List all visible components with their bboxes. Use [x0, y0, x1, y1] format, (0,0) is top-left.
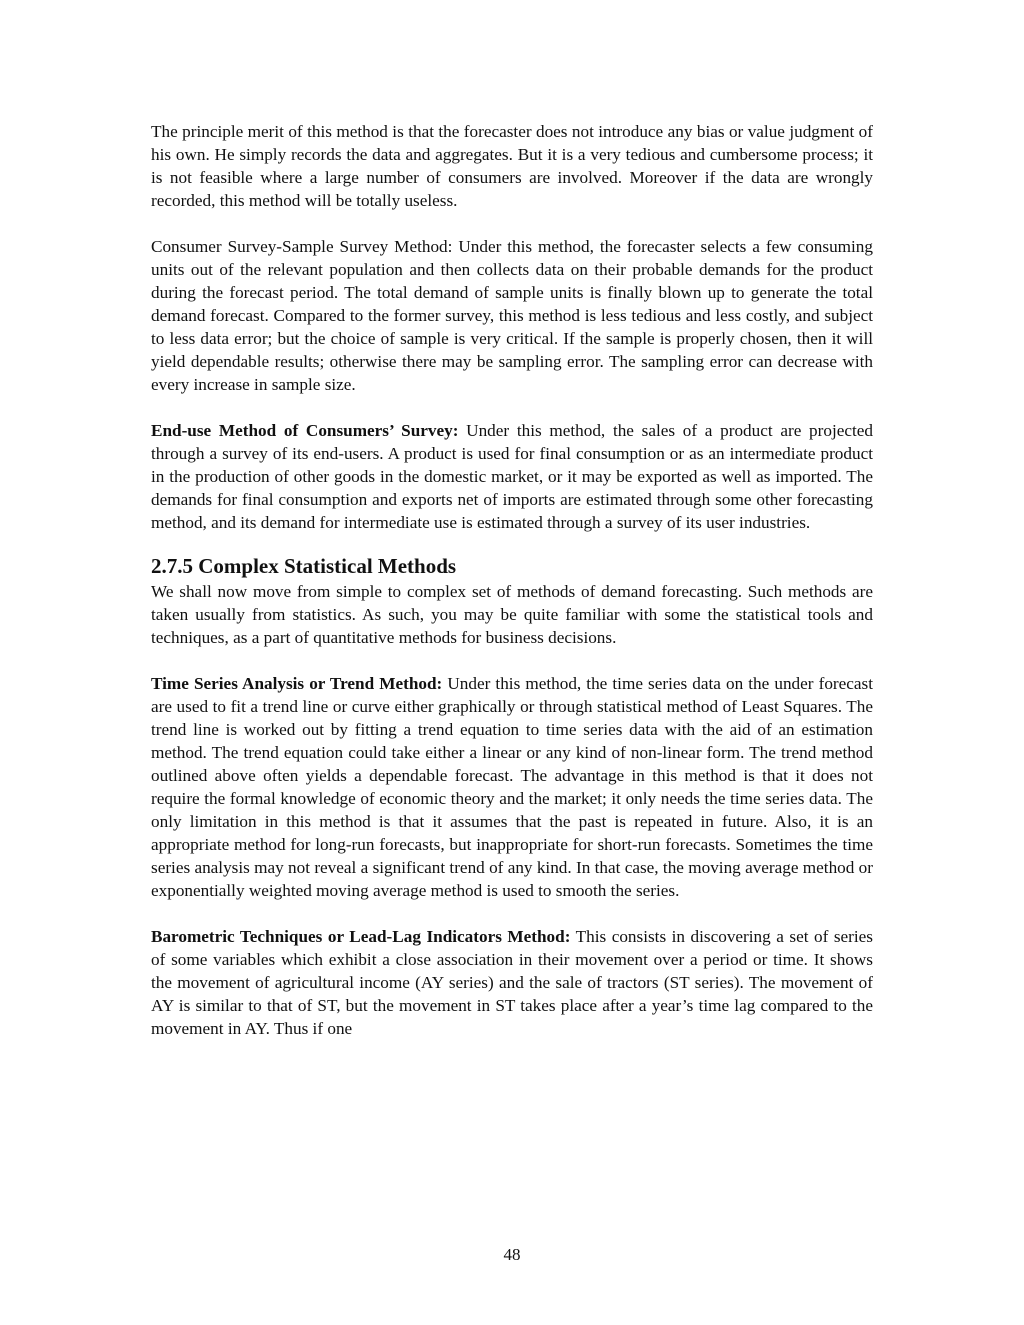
paragraph-lead: Barometric Techniques or Lead-Lag Indicators Method: — [151, 927, 571, 946]
paragraph-text: Under this method, the time series data on the under forecast are used to fit a trend line or curve either graphically or through statistical method of Least Squares. The trend line is worked out by fitting a trend equation to time series data with the aid of an estimation method. The trend equation could take either a linear or any kind of non-linear form. The trend method outlined above often yields a dependable forecast. The advantage in this method is that it does not require the formal knowledge of economic theory and the market; it only needs the time series data. The only limitation in this method is that it assumes that the past is repeated in future. Also, it is an appropriate method for long-run forecasts, but inappropriate for short-run forecasts. Sometimes the time series analysis may not reveal a significant trend of any kind. In that case, the moving average method or exponentially weighted moving average method is used to smooth the series. — [151, 674, 873, 900]
paragraph-text: Under this method, the sales of a product are projected through a survey of its end-users. A product is used for final consumption or as an intermediate product in the production of other goods in the domestic market, or it may be exported as well as imported. The demands for final consumption and exports net of imports are estimated through some other forecasting method, and its demand for intermediate use is estimated through a survey of its user industries. — [151, 421, 873, 532]
section-intro: We shall now move from simple to complex set of methods of demand forecasting. Such methods are taken usually from statistics. As such, you may be quite familiar with some the statistical tools and techniques, as a part of quantitative methods for business decisions. — [151, 582, 873, 647]
paragraph-lead: Time Series Analysis or Trend Method: — [151, 674, 443, 693]
paragraph-lead: End-use Method of Consumers’ Survey: — [151, 421, 459, 440]
paragraph-time-series — [151, 672, 873, 902]
paragraph-text: Consumer Survey-Sample Survey Method: Under this method, the forecaster selects a few consuming units out of the relevant population and then collects data on their probable demands for the product during the forecast period. The total demand of sample units is finally blown up to generate the total demand forecast. Compared to the former survey, this method is less tedious and less costly, and subject to less data error; but the choice of sample is very critical. If the sample is properly chosen, then it will yield dependable results; otherwise there may be sampling error. The sampling error can decrease with every increase in sample size. — [151, 237, 873, 394]
document-page — [151, 120, 873, 1063]
paragraph-end-use-method — [151, 419, 873, 534]
section-heading: 2.7.5 Complex Statistical Methods — [151, 554, 457, 578]
paragraph-sample-survey — [151, 235, 873, 396]
paragraph-barometric — [151, 925, 873, 1040]
page-number: 48 — [503, 1245, 521, 1264]
paragraph-text: This consists in discovering a set of series of some variables which exhibit a close association in their movement over a period or time. It shows the movement of agricultural income (AY series) and the sale of tractors (ST series). The movement of AY is similar to that of ST, but the movement in ST takes place after a year’s time lag compared to the movement in AY. Thus if one — [151, 927, 873, 1038]
paragraph-text: The principle merit of this method is that the forecaster does not introduce any bias or value judgment of his own. He simply records the data and aggregates. But it is a very tedious and cumbersome process; it is not feasible where a large number of consumers are involved. Moreover if the data are wrongly recorded, this method will be totally useless. — [151, 122, 873, 210]
paragraph-census-merits — [151, 120, 873, 212]
